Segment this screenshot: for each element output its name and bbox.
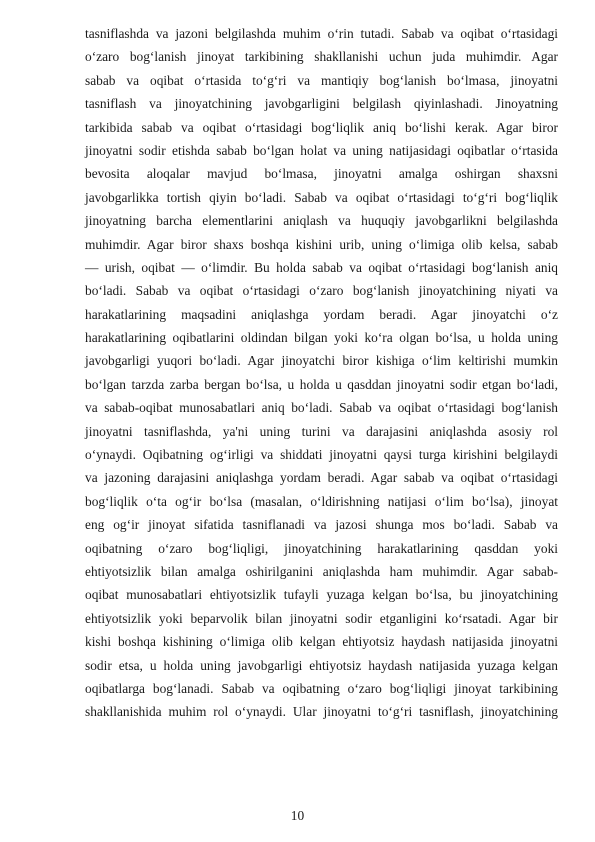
text-line: shakllanishida muhim rol o‘ynaydi. Ular jinoyatni to‘g‘ri tasniflash, jinoyatchining	[85, 704, 558, 720]
text-line: bo‘lgan tarzda zarba bergan bo‘lsa, u holda u qasddan jinoyatni sodir etgan bo‘ladi,	[85, 376, 558, 392]
text-line: bog‘liqlik o‘ta og‘ir bo‘lsa (masalan, o‘ldirishning natijasi o‘lim bo‘lsa), jinoyat	[85, 493, 558, 509]
text-line: ehtiyotsizlik bilan amalga oshirilganini aniqlashda ham muhimdir. Agar sabab-	[85, 563, 558, 579]
text-line: harakatlarining oqibatlarini oldindan bilgan yoki ko‘ra olgan bo‘lsa, u holda uning	[85, 330, 558, 346]
body-text	[85, 22, 558, 724]
text-line: tasniflashda va jazoni belgilashda muhim o‘rin tutadi. Sabab va oqibat o‘rtasidagi	[85, 26, 558, 41]
text-line: bo‘ladi. Sabab va oqibat o‘rtasidagi o‘zaro bog‘lanish jinoyatchining niyati va	[85, 283, 558, 299]
text-line: javobgarligi yuqori bo‘ladi. Agar jinoyatchi biror kishiga o‘lim keltirishi mumkin	[85, 353, 558, 369]
text-line: kishi boshqa kishining o‘limiga olib kelgan ehtiyotsiz haydash natijasida jinoyatni	[85, 634, 558, 650]
text-line: eng og‘ir jinoyat sifatida tasniflanadi va jazosi shunga mos bo‘ladi. Sabab va	[85, 517, 558, 533]
text-line: jinoyatni sodir etishda sabab bo‘lgan holat va uning natijasidagi oqibatlar o‘rtasida	[85, 142, 558, 158]
text-line: sabab va oqibat o‘rtasida to‘g‘ri va mantiqiy bog‘lanish bo‘lmasa, jinoyatni	[85, 72, 558, 88]
text-line: javobgarlikka tortish qiyin bo‘ladi. Sabab va oqibat o‘rtasidagi to‘g‘ri bog‘liqlik	[85, 189, 558, 205]
text-line: — urish, oqibat — o‘limdir. Bu holda sabab va oqibat o‘rtasidagi bog‘lanish aniq	[85, 259, 558, 275]
text-line: harakatlarining maqsadini aniqlashga yordam beradi. Agar jinoyatchi o‘z	[85, 306, 558, 322]
page-number: 10	[290, 808, 305, 823]
text-line: o‘ynaydi. Oqibatning og‘irligi va shiddati jinoyatni qaysi turga kirishini belgilaydi	[85, 447, 558, 463]
text-line: muhimdir. Agar biror shaxs boshqa kishini urib, uning o‘limiga olib kelsa, sabab	[85, 236, 558, 252]
text-line: va jazoning darajasini aniqlashga yordam beradi. Agar sabab va oqibat o‘rtasidagi	[85, 470, 558, 486]
text-line: oqibatlarga bog‘lanadi. Sabab va oqibatning o‘zaro bog‘liqligi jinoyat tarkibining	[85, 680, 558, 696]
text-line: o‘zaro bog‘lanish jinoyat tarkibining shakllanishi uchun juda muhimdir. Agar	[85, 49, 558, 65]
text-line: tarkibida sabab va oqibat o‘rtasidagi bog‘liqlik aniq bo‘lishi kerak. Agar biror	[85, 119, 558, 135]
text-line: bevosita aloqalar mavjud bo‘lmasa, jinoyatni amalga oshirgan shaxsni	[85, 166, 558, 182]
text-line: jinoyatni tasniflashda, ya'ni uning turini va darajasini aniqlashda asosiy rol	[85, 423, 558, 439]
text-line: sodir etsa, u holda uning javobgarligi ehtiyotsiz haydash natijasida yuzaga kelgan	[85, 657, 558, 673]
text-line: ehtiyotsizlik yoki beparvolik bilan jinoyatni sodir etganligini ko‘rsatadi. Agar bir	[85, 610, 558, 626]
text-line: jinoyatning barcha elementlarini aniqlash va huquqiy javobgarlikni belgilashda	[85, 213, 558, 229]
text-line: tasniflash va jinoyatchining javobgarligini belgilash qiyinlashadi. Jinoyatning	[85, 96, 558, 112]
text-line: oqibat munosabatlari ehtiyotsizlik tufayli yuzaga kelgan bo‘lsa, bu jinoyatchining	[85, 587, 558, 603]
text-line: va sabab-oqibat munosabatlari aniq bo‘ladi. Sabab va oqibat o‘rtasidagi bog‘lanish	[85, 400, 558, 416]
text-line: oqibatning o‘zaro bog‘liqligi, jinoyatchining harakatlarining qasddan yoki	[85, 540, 558, 556]
